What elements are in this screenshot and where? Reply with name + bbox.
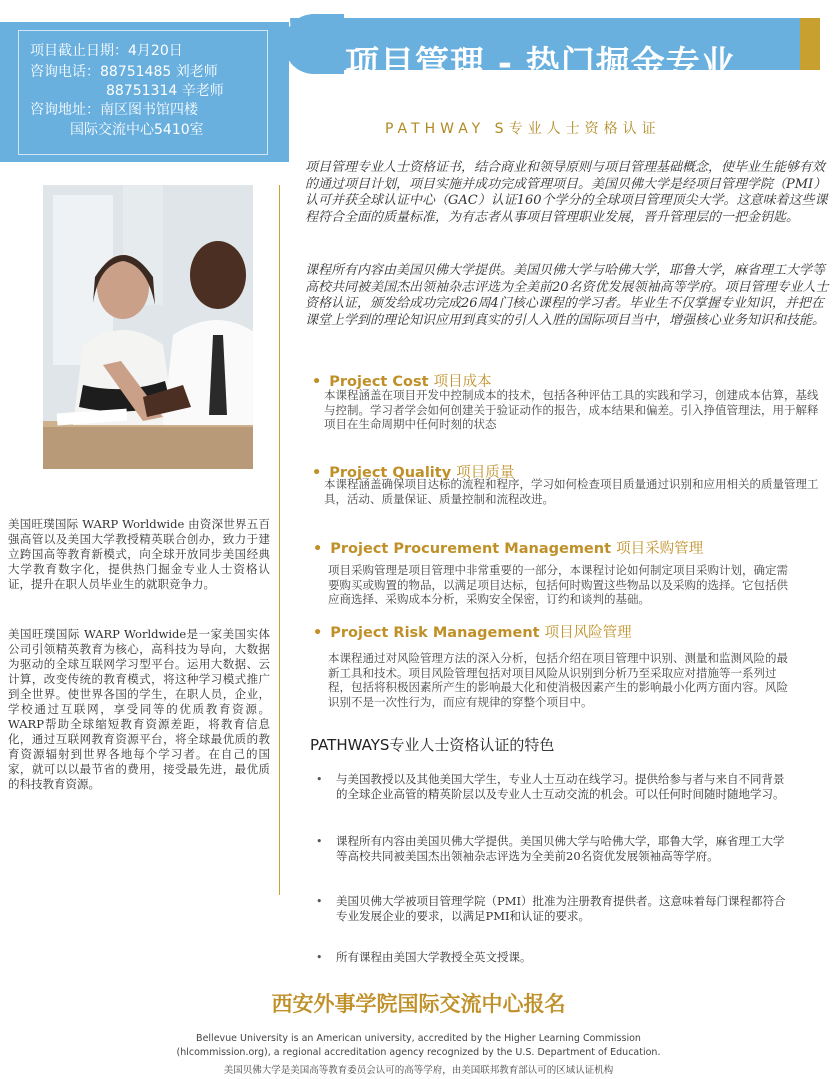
bullet-icon: • xyxy=(316,951,323,964)
left-paragraph-2: 美国旺璞国际 WARP Worldwide是一家美国实体公司引领精英教育为核心，高科技为导向，大数据为驱动的全球互联网学习型平台。运用大数据、云计算，改变传统的教育模式，将这种学习模式推广到全世界。使世界各国的学生，在职人员，企业，学校通过互联网，享受同等的优质教育资源。WARP帮助全球缩短教育资源差距，将教育信息化，通过互联网教育资源平台，将全球最优质的教育资源辐射到世界各地每个学习者。在自己的国家，就可以以最节省的费用，接受最先进，最优质的科技教育资源。 xyxy=(8,627,270,791)
contact-address-2: 国际交流中心5410室 xyxy=(70,122,204,138)
course-title-cn: 项目风险管理 xyxy=(544,625,632,641)
course-desc-procurement: 项目采购管理是项目管理中非常重要的一部分，本课程讨论如何制定项目采购计划，确定需要购买或购置的物品，以满足项目达标，包括何时购置这些物品以及采购的选择。它包括供应商选择、采购成本分析，采购安全保密，订约和谈判的基础。 xyxy=(328,563,788,606)
course-title-cn: 项目采购管理 xyxy=(616,541,704,557)
course-desc-quality: 本课程涵盖确保项目达标的流程和程序，学习如何检查项目质量通过识别和应用相关的质量管理工具，活动、质量保证、质量控制和流程改进。 xyxy=(324,477,819,506)
footer-line-1: Bellevue University is an American university, accredited by the Higher Learning Commission xyxy=(196,1033,641,1044)
bullet-icon: • xyxy=(316,835,323,848)
contact-phone: 咨询电话：88751485 刘老师 xyxy=(30,64,218,80)
intro-paragraph-2: 课程所有内容由美国贝佛大学提供。美国贝佛大学与哈佛大学，耶鲁大学，麻省理工大学等高校共同被美国杰出领袖杂志评选为全美前20名资优发展领袖高等学府。项目管理专业人士资格认证，颁发给成功完成26周4门核心课程的学习者。毕业生不仅掌握专业知识，并把在课堂上学到的理论知识应用到真实的引人入胜的国际项目当中，增强核心业务知识和技能。 xyxy=(305,263,829,328)
feature-item: • 所有课程由美国大学教授全英文授课。 xyxy=(316,950,532,964)
course-bullet: • xyxy=(312,465,322,481)
page-title: 项目管理 - 热门掘金专业 xyxy=(345,44,736,84)
business-people-photo xyxy=(43,185,253,469)
course-title-procurement xyxy=(313,537,703,558)
contact-deadline: 项目截止日期：4月20日 xyxy=(30,43,183,59)
intro-paragraph-1: 项目管理专业人士资格证书，结合商业和领导原则与项目管理基础概念，使毕业生能够有效的通过项目计划，项目实施并成功完成管理项目。美国贝佛大学是经项目管理学院（PMI）认可并获全球认证中心（GAC）认证160个学分的全球项目管理顶尖大学。这意味着这些课程符合全面的质量标准，为有志者从事项目管理职业发展，晋升管理层的一把金钥匙。 xyxy=(305,160,828,225)
course-title-cn: 项目质量 xyxy=(456,465,515,481)
course-title-cn: 项目成本 xyxy=(433,374,492,390)
bullet-icon: • xyxy=(316,895,323,908)
bullet-icon: • xyxy=(316,773,323,786)
course-title-en: Project Quality xyxy=(329,465,452,481)
feature-item: • 与美国教授以及其他美国大学生，专业人士互动在线学习。提供给参与者与来自不同背景的全球企业高管的精英阶层以及专业人士互动交流的机会。可以任何时间随时随地学习。 xyxy=(316,772,785,801)
course-title-en: Project Procurement Management xyxy=(330,541,612,557)
contact-phone-2: 88751314 辛老师 xyxy=(106,83,224,99)
course-bullet: • xyxy=(312,374,322,390)
photo-illustration xyxy=(43,185,253,469)
column-divider xyxy=(279,185,280,895)
title-gold-tab xyxy=(800,18,820,70)
page-subtitle: PATHWAY S专业人士资格认证 xyxy=(385,121,661,137)
course-desc-risk: 本课程通过对风险管理方法的深入分析，包括介绍在项目管理中识别、测量和监测风险的最新工具和技术。项目风险管理包括对项目风险从识别到分析乃至采取应对措施等一系列过程，包括将积极因素所产生的影响最大化和使消极因素产生的影响最小化两方面内容。风险识别不是一次性行为，而应有规律的穿整个项目中。 xyxy=(328,651,788,709)
course-title-risk xyxy=(313,621,632,642)
contact-address: 咨询地址：南区图书馆四楼 xyxy=(30,102,198,118)
course-bullet: • xyxy=(313,625,323,641)
footer-title: 西安外事学院国际交流中心报名 xyxy=(271,991,566,1016)
course-title-en: Project Risk Management xyxy=(330,625,540,641)
feature-item: • 美国贝佛大学被项目管理学院（PMI）批准为注册教育提供者。这意味着每门课程都符合专业发展企业的要求，以满足PMI和认证的要求。 xyxy=(316,894,786,923)
footer-line-2: (hlcommission.org), a regional accreditation agency recognized by the U.S. Department of Education. xyxy=(176,1047,661,1058)
feature-item: • 课程所有内容由美国贝佛大学提供。美国贝佛大学与哈佛大学，耶鲁大学，麻省理工大学等高校共同被美国杰出领袖杂志评选为全美前20名资优发展领袖高等学府。 xyxy=(316,834,785,863)
course-title-en: Project Cost xyxy=(329,374,429,390)
footer-line-3: 美国贝佛大学是美国高等教育委员会认可的高等学府，由美国联邦教育部认可的区域认证机构 xyxy=(223,1065,614,1076)
left-paragraph-1: 美国旺璞国际 WARP Worldwide 由资深世界五百强高管以及美国大学教授精英联合创办，致力于建立跨国高等教育新模式，向全球开放同步美国经典大学教育数字化，提供热门掘金专业人士资格认证，提升在职人员毕业生的就职竞争力。 xyxy=(8,517,270,591)
course-desc-cost: 本课程涵盖在项目开发中控制成本的技术，包括各种评估工具的实践和学习，创建成本估算，基线与控制。学习者学会如何创建关于验证动作的报告，成本结果和偏差。引入挣值管理法，用于解释项目在生命周期中任何时刻的状态 xyxy=(324,388,819,431)
course-bullet: • xyxy=(313,541,323,557)
features-heading: PATHWAYS专业人士资格认证的特色 xyxy=(310,736,555,754)
